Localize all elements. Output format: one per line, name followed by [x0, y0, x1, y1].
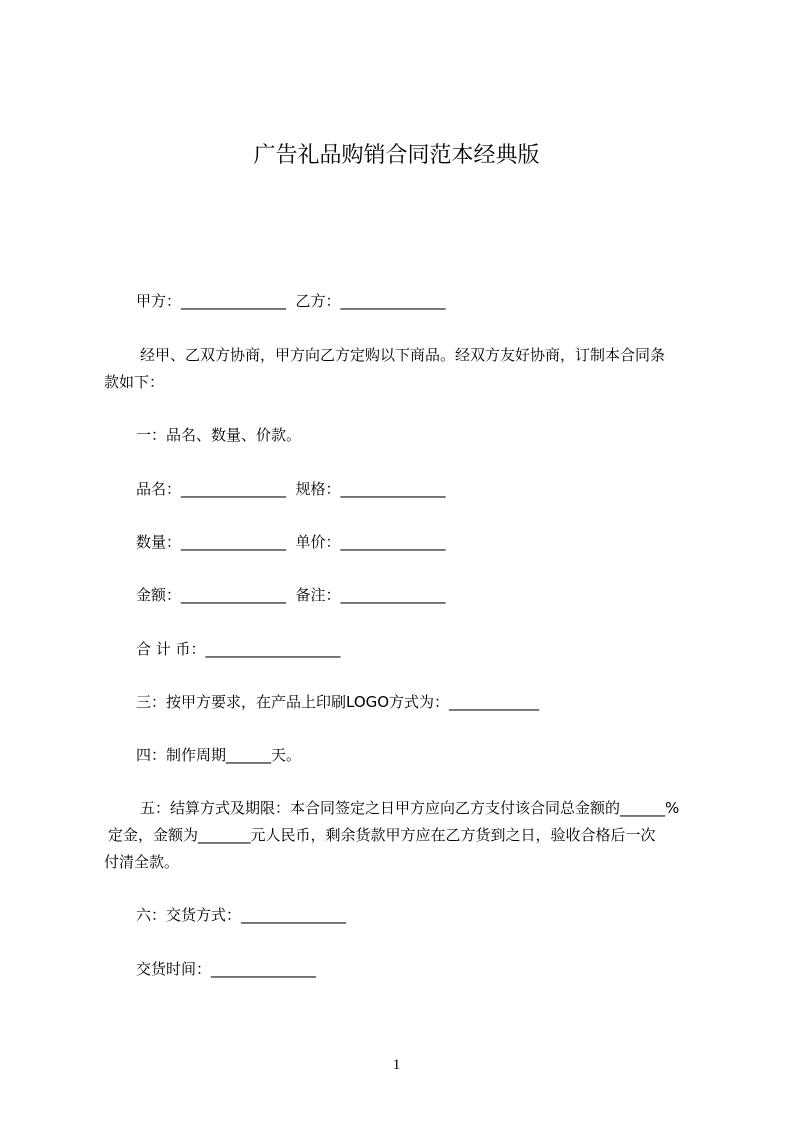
amount-note-row: 金额：______________ 备注：______________: [136, 586, 446, 604]
quantity-price-row: 数量：______________ 单价：______________: [136, 533, 446, 551]
section-4-production-period: 四：制作周期______天。: [136, 746, 302, 764]
section-3-logo-printing: 三：按甲方要求，在产品上印刷LOGO方式为：____________: [136, 693, 540, 711]
total-row: 合 计 币：__________________: [136, 640, 341, 658]
product-name-spec-row: 品名：______________ 规格：______________: [136, 480, 446, 498]
section-5-line-2: 定金，金额为_______元人民币，剩余货款甲方应在乙方货到之日，验收合格后一次: [108, 826, 656, 844]
section-6-delivery-method: 六：交货方式：______________: [136, 906, 347, 924]
page-number: 1: [392, 1057, 401, 1073]
intro-paragraph-line-1: 经甲、乙双方协商，甲方向乙方定购以下商品。经双方友好协商，订制本合同条: [140, 346, 666, 364]
section-5-line-3: 付清全款。: [104, 853, 180, 871]
section-1-heading: 一：品名、数量、价款。: [136, 426, 302, 444]
intro-paragraph-line-2: 款如下：: [104, 373, 165, 391]
section-5-line-1: 五：结算方式及期限：本合同签定之日甲方应向乙方支付该合同总金额的______%: [140, 799, 680, 817]
delivery-time-line: 交货时间：______________: [136, 960, 317, 978]
document-title: 广告礼品购销合同范本经典版: [253, 143, 540, 168]
parties-line: 甲方：______________ 乙方：______________: [136, 292, 446, 310]
